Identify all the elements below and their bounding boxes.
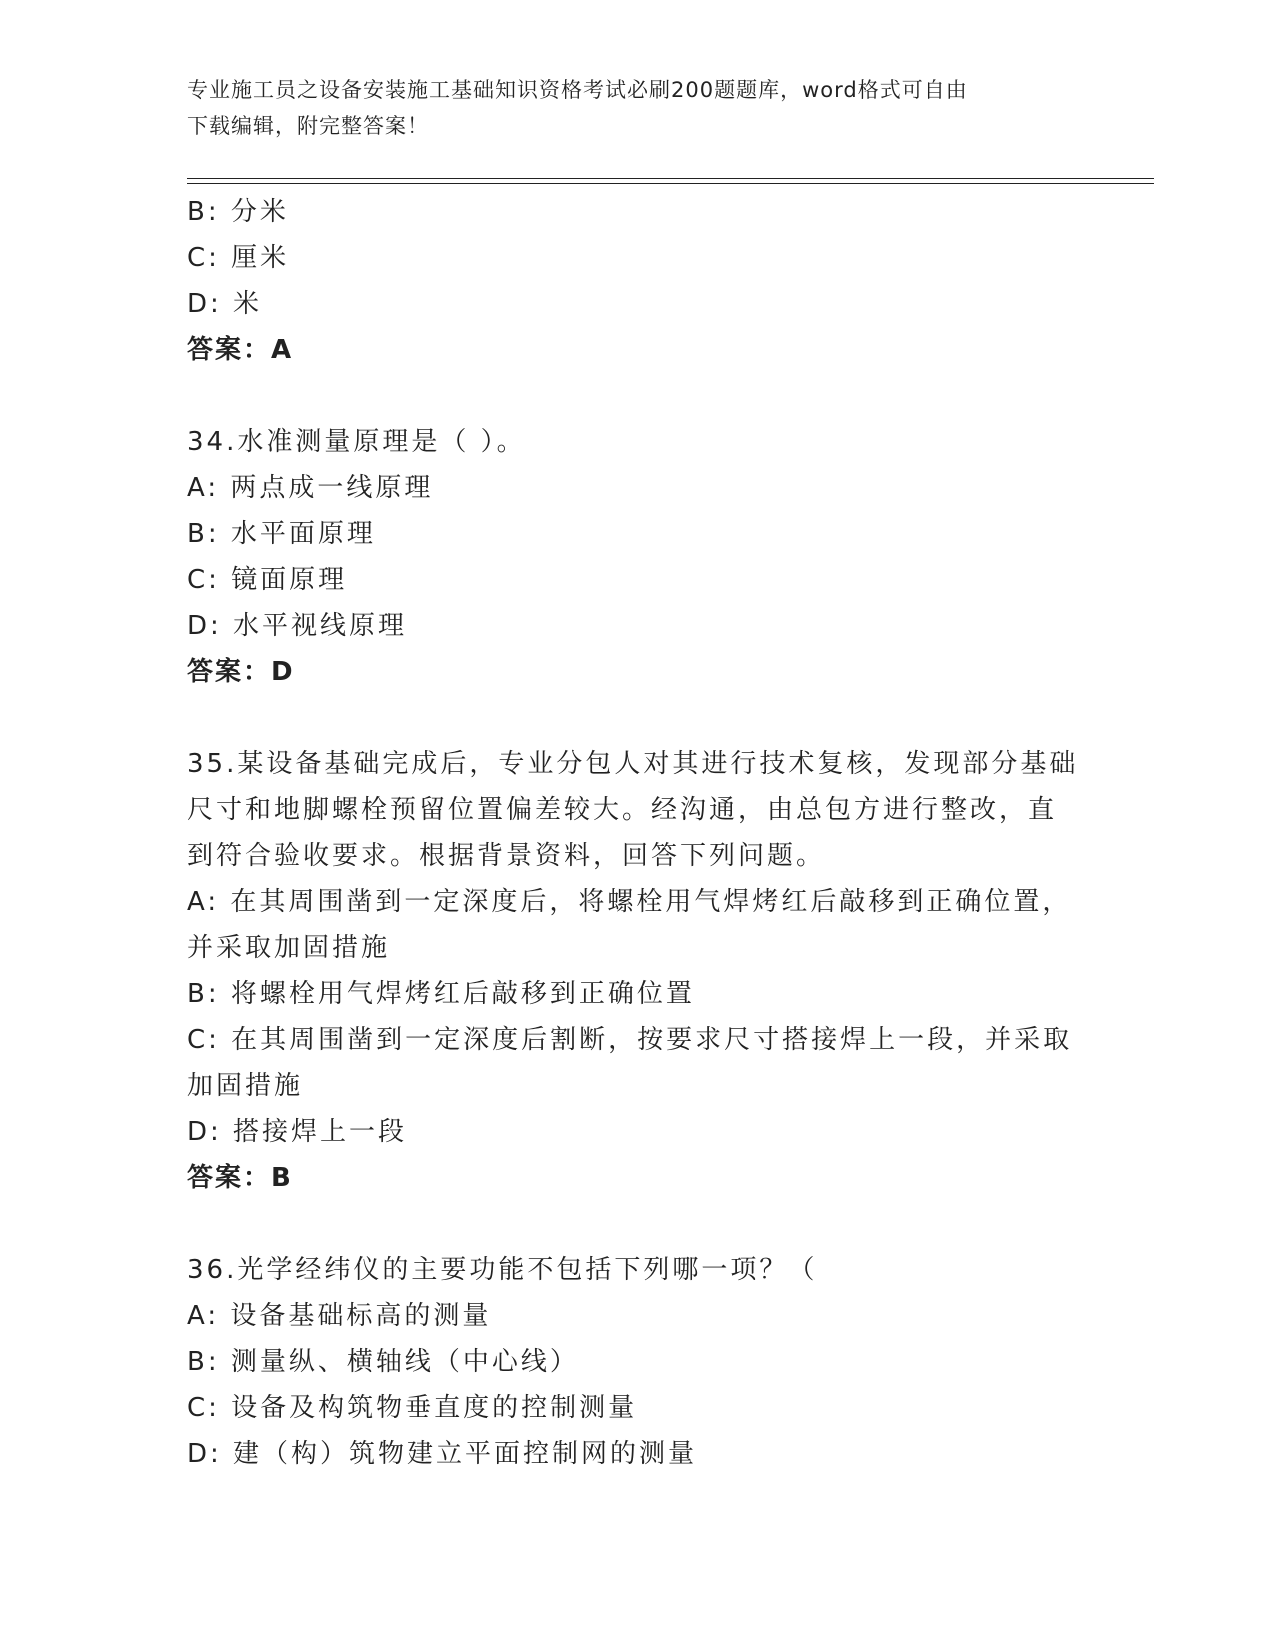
option-c-line-1: C: 在其周围凿到一定深度后割断，按要求尺寸搭接焊上一段，并采取: [187, 1025, 1073, 1055]
header-title-line-2: 下载编辑，附完整答案！: [187, 114, 429, 138]
question-text: 36.光学经纬仪的主要功能不包括下列哪一项？（: [187, 1255, 818, 1285]
question-36: [187, 1247, 1087, 1477]
option-a: A: 两点成一线原理: [187, 473, 434, 503]
option-a: A: 设备基础标高的测量: [187, 1301, 492, 1331]
option-a-line-2: 并采取加固措施: [187, 933, 391, 963]
header-divider-top: [187, 178, 1154, 179]
option-b: B: 测量纵、横轴线（中心线）: [187, 1347, 579, 1377]
option-d: D: 米: [187, 289, 263, 319]
question-text: 34.水准测量原理是（ ）。: [187, 427, 526, 457]
question-text-line-1: 35.某设备基础完成后，专业分包人对其进行技术复核，发现部分基础: [187, 749, 1079, 779]
question-33: [187, 189, 1087, 373]
question-35: [187, 741, 1087, 1201]
header-divider-bottom: [187, 183, 1154, 184]
answer: 答案：D: [187, 657, 295, 687]
option-d: D: 建（构）筑物建立平面控制网的测量: [187, 1439, 698, 1469]
option-c: C: 镜面原理: [187, 565, 348, 595]
answer: 答案：B: [187, 1163, 293, 1193]
option-d: D: 水平视线原理: [187, 611, 408, 641]
option-c: C: 厘米: [187, 243, 290, 273]
question-text-line-2: 尺寸和地脚螺栓预留位置偏差较大。经沟通，由总包方进行整改，直: [187, 795, 1058, 825]
option-b: B: 将螺栓用气焊烤红后敲移到正确位置: [187, 979, 695, 1009]
option-d: D: 搭接焊上一段: [187, 1117, 408, 1147]
option-a-line-1: A: 在其周围凿到一定深度后，将螺栓用气焊烤红后敲移到正确位置，: [187, 887, 1072, 917]
spacer: [187, 373, 1087, 419]
option-b: B: 水平面原理: [187, 519, 376, 549]
option-c: C: 设备及构筑物垂直度的控制测量: [187, 1393, 638, 1423]
option-b: B: 分米: [187, 197, 289, 227]
header-title-line-1: 专业施工员之设备安装施工基础知识资格考试必刷200题题库，word格式可自由: [187, 78, 968, 102]
question-list: [187, 189, 1087, 1477]
document-header: [187, 72, 1067, 144]
question-text-line-3: 到符合验收要求。根据背景资料，回答下列问题。: [187, 841, 826, 871]
option-c-line-2: 加固措施: [187, 1071, 304, 1101]
question-34: [187, 419, 1087, 695]
spacer: [187, 1201, 1087, 1247]
answer: 答案：A: [187, 335, 294, 365]
spacer: [187, 695, 1087, 741]
